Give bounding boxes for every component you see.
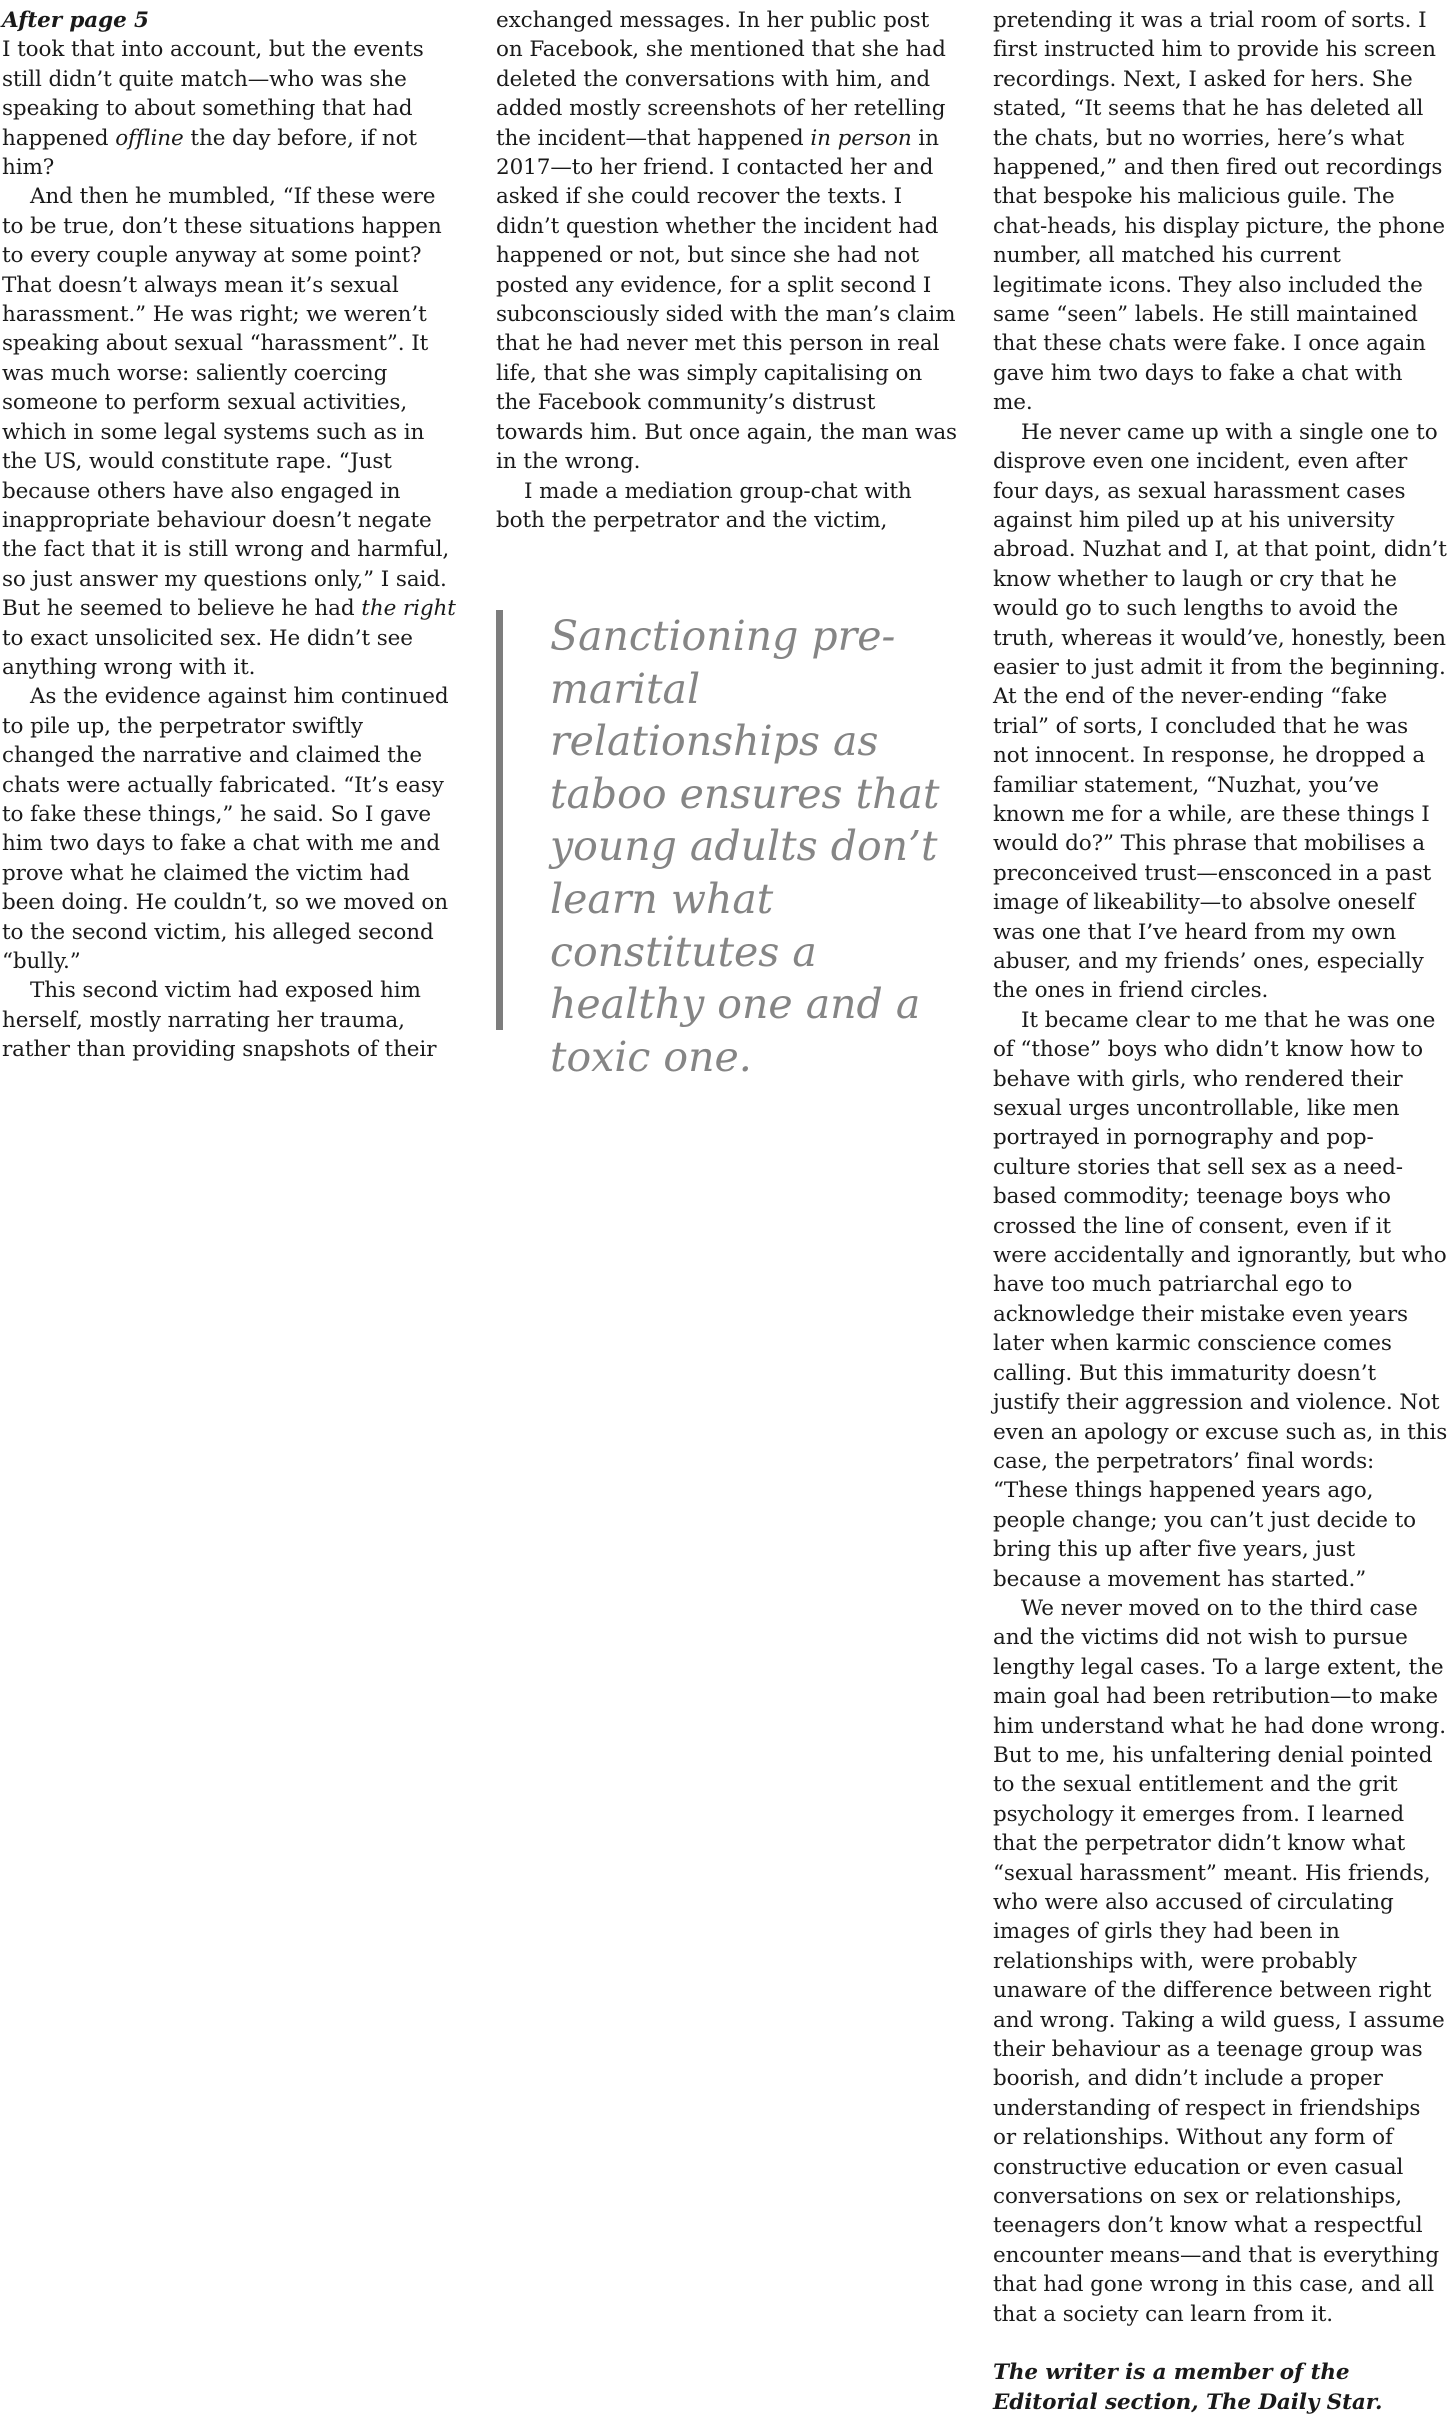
paragraph: It became clear to me that he was one of “those” boys who didn’t know how to behave with girls, who rendered their sexual urges uncontrollable, like men portrayed in pornography and pop-culture stories that sell sex as a need-based commodity; teenage boys who crossed the line of consent, even if it were accidentally and ignorantly, but who have too much patriarchal ego to acknowledge their mistake even years later when karmic conscience comes calling. But this immaturity doesn’t justify their aggression and violence. Not even an apology or excuse such as, in this case, the perpetrators’ final words: “These things happened years ago, people change; you can’t just decide to bring this up after five years, just because a movement has started.” <box>993 1007 1448 1592</box>
text-run: I took that into account, but the events still didn’t quite match—who was she speaking to about something that had happened <box>2 37 424 151</box>
emphasis: in person <box>810 125 912 151</box>
text-run: in 2017—to her friend. I contacted her and asked if she could recover the texts. I didn’t question whether the incident had happened or not, but since she had not posted any evidence, for a split second I subconsciously sided with the man’s claim that he had never met this person in real life, that she was simply capitalising on the Facebook community’s distrust towards him. But once again, the man was in the wrong. <box>496 125 957 475</box>
pull-quote-text: Sanctioning pre-marital relationships as taboo ensures that young adults don’t learn what constitutes a healthy one and a toxic one. <box>550 612 940 1081</box>
text-run: to exact unsolicited sex. He didn’t see anything wrong with it. <box>2 625 413 680</box>
emphasis: the right <box>361 596 456 622</box>
text-run: exchanged messages. In her public post on Facebook, she mentioned that she had deleted the conversations with him, and added mostly screenshots of her retelling the incident—that happened <box>496 8 946 151</box>
column-3 <box>993 6 1448 2417</box>
paragraph: He never came up with a single one to disprove even one incident, even after four days, as sexual harassment cases against him piled up at his university abroad. Nuzhat and I, at that point, didn’t know whether to laugh or cry that he would go to such lengths to avoid the truth, whereas it would’ve, honestly, been easier to just admit it from the beginning. At the end of the never-ending “fake trial” of sorts, I concluded that he was not innocent. In response, he dropped a familiar statement, “Nuzhat, you’ve known me for a while, are these things I would do?” This phrase that mobilises a preconceived trust—ensconced in a past image of likeability—to absolve oneself was one that I’ve heard from my own abuser, and my friends’ ones, especially the ones in friend circles. <box>993 419 1447 1004</box>
paragraph: I made a mediation group-chat with both the perpetrator and the victim, <box>496 478 912 533</box>
paragraph: As the evidence against him continued to pile up, the perpetrator swiftly changed the narrative and claimed the chats were actually fabricated. “It’s easy to fake these things,” he said. So I gave him two days to fake a chat with me and prove what he claimed the victim had been doing. He couldn’t, so we moved on to the second victim, his alleged second “bully.” <box>2 684 449 974</box>
continuation-kicker: After page 5 <box>2 8 149 33</box>
author-byline: The writer is a member of the Editorial section, The Daily Star. <box>993 2360 1383 2415</box>
paragraph <box>496 6 958 477</box>
pull-quote <box>496 610 940 1081</box>
emphasis: offline <box>115 125 184 151</box>
paragraph: We never moved on to the third case and the victims did not wish to pursue lengthy legal cases. To a large extent, the main goal had been retribution—to make him understand what he had done wrong. But to me, his unfaltering denial pointed to the sexual entitlement and the grit psychology it emerges from. I learned that the perpetrator didn’t know what “sexual harassment” meant. His friends, who were also accused of circulating images of girls they had been in relationships with, were probably unaware of the difference between right and wrong. Taking a wild guess, I assume their behaviour as a teenage group was boorish, and didn’t include a proper understanding of respect in friendships or relationships. Without any form of constructive education or even casual conversations on sex or relationships, teenagers don’t know what a respectful encounter means—and that is everything that had gone wrong in this case, and all that a society can learn from it. <box>993 1595 1446 2327</box>
paragraph: pretending it was a trial room of sorts. I first instructed him to provide his screen recordings. Next, I asked for hers. She stated, “It seems that he has deleted all the chats, but no worries, here’s what happened,” and then fired out recordings that bespoke his malicious guile. The chat-heads, his display picture, the phone number, all matched his current legitimate icons. They also included the same “seen” labels. He still maintained that these chats were fake. I once again gave him two days to fake a chat with me. <box>993 8 1445 416</box>
text-run: And then he mumbled, “If these were to be true, don’t these situations happen to every couple anyway at some point? That doesn’t always mean it’s sexual harassment.” He was right; we weren’t speaking about sexual “harassment”. It was much worse: saliently coercing someone to perform sexual activities, which in some legal systems such as in the US, would constitute rape. “Just because others have also engaged in inappropriate behaviour doesn’t negate the fact that it is still wrong and harmful, so just answer my questions only,” I said. But he seemed to believe he had <box>2 184 450 622</box>
pull-quote-bar <box>496 610 503 1030</box>
paragraph <box>2 182 459 682</box>
text-run: the day before, if not him? <box>2 125 417 181</box>
column-2 <box>496 6 958 535</box>
paragraph: This second victim had exposed him herself, mostly narrating her trauma, rather than providing snapshots of their <box>2 978 437 1063</box>
paragraph <box>2 35 459 182</box>
column-1 <box>2 6 459 1065</box>
